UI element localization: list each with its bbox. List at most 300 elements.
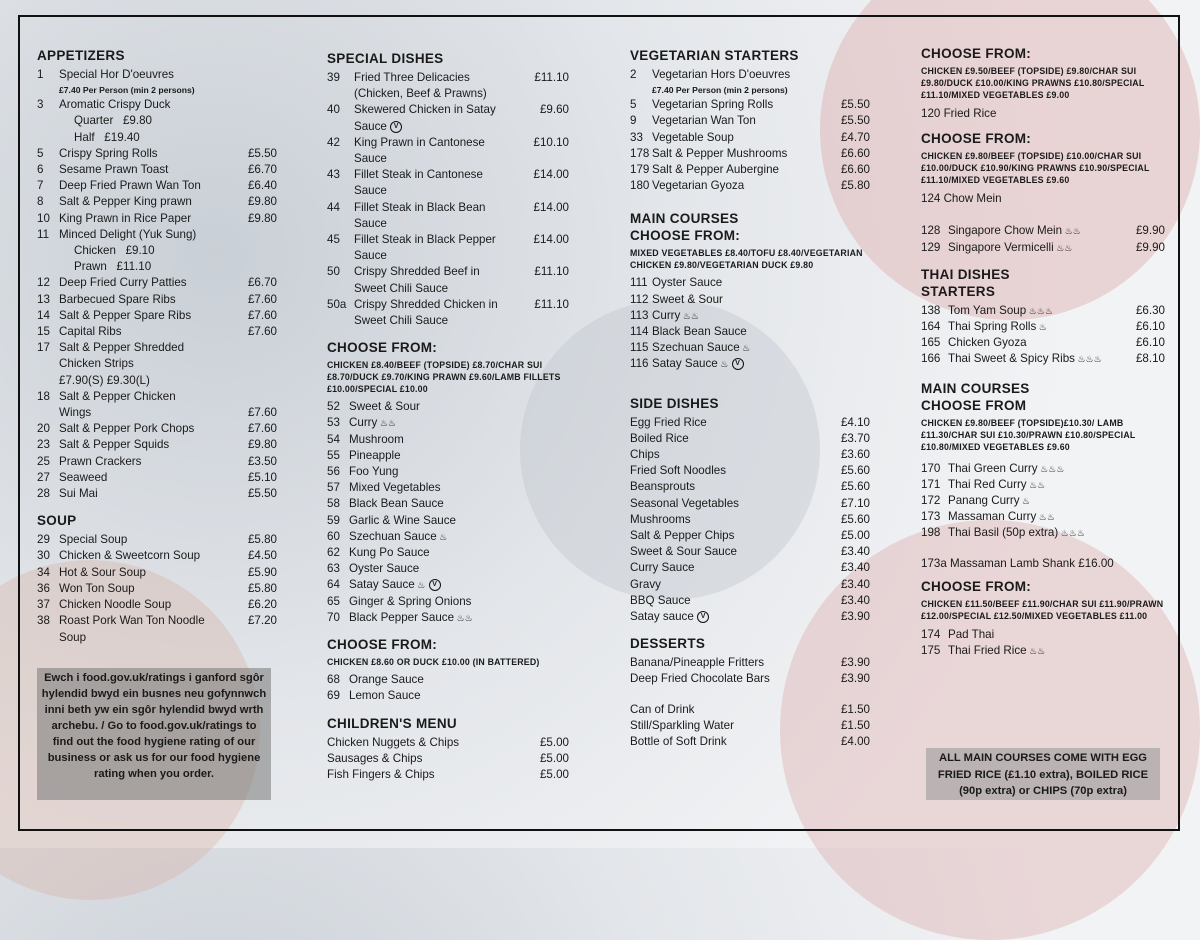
choose-from-prices: CHICKEN £11.50/BEEF £11.90/CHAR SUI £11.90/PRAWN £12.00/SPECIAL £12.50/MIXED VEGETABLES £11.00	[921, 598, 1164, 621]
list-item	[630, 292, 870, 308]
item-number: 18	[37, 389, 50, 403]
item-number: 198	[921, 526, 941, 540]
list-item	[630, 718, 870, 734]
item-name: Black Pepper Sauce ♨♨	[349, 610, 473, 624]
chili-icon: ♨♨	[680, 310, 699, 321]
item-price: £5.00	[539, 735, 569, 749]
main-courses-footnote: ALL MAIN COURSES COME WITH EGG FRIED RICE (£1.10 extra), BOILED RICE (90p extra) or CHIPS (70p extra)	[926, 748, 1160, 800]
item-number: 54	[327, 432, 340, 446]
list-item	[327, 594, 569, 610]
item-name: Skewered Chicken in Satay	[354, 103, 496, 117]
list-item	[327, 767, 569, 783]
section-title-main-courses: MAIN COURSES	[630, 211, 739, 227]
item-price: £9.90	[1135, 224, 1165, 238]
item-number: 138	[921, 303, 941, 317]
item-price: £5.90	[247, 565, 277, 579]
sub-item-name: Chicken	[74, 244, 116, 258]
list-item	[37, 340, 277, 356]
item-number	[327, 86, 354, 102]
list-item	[327, 480, 569, 496]
item-name: Salt & Pepper Spare Ribs	[59, 308, 192, 322]
item-price	[273, 227, 277, 243]
item-name: Szechuan Sauce ♨	[349, 529, 448, 543]
item-name: Sauce	[354, 216, 387, 230]
list-item	[327, 183, 569, 199]
list-item	[327, 513, 569, 529]
item-name: Special Soup	[59, 533, 128, 547]
list-item	[630, 431, 870, 447]
list-item	[630, 308, 870, 324]
item-price: £10.10	[533, 135, 569, 149]
item-name: Crispy Shredded Beef in	[354, 265, 480, 279]
list-item	[327, 167, 569, 183]
item-price	[273, 389, 277, 405]
list-item	[327, 688, 569, 704]
item-number: 10	[37, 211, 50, 225]
thai-curry-list	[921, 461, 1165, 542]
item-price: £9.60	[539, 103, 569, 117]
item-number: 68	[327, 673, 340, 687]
drinks-list	[630, 702, 870, 751]
list-item	[327, 751, 569, 767]
list-item	[37, 581, 277, 597]
item-number: 62	[327, 546, 340, 560]
item-name: Deep Fried Curry Patties	[59, 276, 187, 290]
item-price: £8.10	[1135, 352, 1165, 366]
list-item	[37, 162, 277, 178]
chili-icon: ♨	[717, 359, 729, 370]
item-price: £9.90	[1135, 240, 1165, 254]
item-number: 64	[327, 578, 340, 592]
list-item	[327, 432, 569, 448]
sub-item	[37, 130, 277, 146]
item-name: Thai Red Curry ♨♨	[948, 477, 1046, 491]
item-number: 111	[630, 276, 648, 290]
item-name: Vegetarian Hors D'oeuvres	[652, 68, 791, 81]
item-number: 30	[37, 549, 50, 563]
item-number	[37, 405, 59, 421]
item-name: BBQ Sauce	[630, 593, 691, 607]
item-name: Can of Drink	[630, 702, 695, 716]
item-name: Mixed Vegetables	[349, 481, 441, 495]
item-name: Mushroom	[349, 432, 404, 446]
item-name: Thai Green Curry ♨♨♨	[948, 461, 1065, 475]
item-name: Garlic & Wine Sauce	[349, 513, 456, 527]
chili-icon: ♨♨♨	[1074, 354, 1102, 365]
item-number: 113	[630, 308, 649, 322]
item-name: Soup	[59, 630, 87, 644]
chili-icon: ♨	[436, 531, 448, 542]
item-name: Tom Yam Soup ♨♨♨	[948, 303, 1053, 317]
item-name: Chicken Gyoza	[948, 336, 1027, 350]
list-item	[630, 479, 870, 495]
item-price: £5.80	[247, 533, 277, 547]
item-name: Mushrooms	[630, 512, 691, 526]
item-price: £4.50	[247, 549, 277, 563]
list-item	[327, 545, 569, 561]
column-2	[327, 50, 569, 783]
choose-from-prices: CHICKEN £9.80/BEEF (TOPSIDE) £10.00/CHAR SUI £10.00/DUCK £10.90/KING PRAWNS £10.90/SPECIAL £11.10/MIXED VEGETABLES £9.60	[921, 151, 1150, 186]
item-number: 129	[921, 240, 941, 254]
item-number	[327, 248, 354, 264]
item-price: £1.50	[840, 702, 870, 716]
item-price: £6.10	[1135, 336, 1165, 350]
item-price	[273, 67, 277, 83]
item-number: 69	[327, 689, 340, 703]
item-name: Sweet & Sour	[349, 400, 420, 414]
item-price: £3.50	[247, 454, 277, 468]
section-title-side-dishes: SIDE DISHES	[630, 395, 719, 411]
item-price: £5.00	[539, 751, 569, 765]
sub-item-price: £9.80	[122, 114, 152, 128]
vegetarian-icon: V	[390, 121, 402, 133]
item-price: £14.00	[533, 200, 569, 214]
item-number: 178	[630, 146, 650, 160]
veg-starters-list	[630, 67, 870, 194]
item-price	[866, 67, 870, 83]
chili-icon: ♨♨♨	[1026, 305, 1053, 316]
item-name: Crispy Shredded Chicken in	[354, 297, 498, 311]
choose-from-title: CHOOSE FROM:	[921, 46, 1032, 61]
list-item	[327, 264, 569, 280]
list-item	[630, 356, 870, 372]
item-name: Fried Three Delicacies	[354, 71, 470, 84]
section-title-children: CHILDREN'S MENU	[327, 715, 457, 731]
item-number: 44	[327, 200, 340, 214]
item-name: Barbecued Spare Ribs	[59, 292, 176, 306]
item-price: £7.60	[247, 292, 277, 306]
item-number: 42	[327, 135, 340, 149]
list-item	[921, 223, 1165, 239]
chili-icon: ♨	[1036, 322, 1047, 333]
item-price: £5.50	[247, 146, 277, 160]
list-item	[630, 671, 870, 687]
item-number	[327, 216, 354, 232]
choose-from-title: CHOOSE FROM:	[327, 340, 438, 356]
list-item	[921, 477, 1165, 493]
item-number: 34	[37, 565, 50, 579]
item-number: 112	[630, 292, 649, 306]
item-price: £5.00	[539, 767, 569, 781]
chili-icon: ♨	[739, 343, 751, 354]
list-item	[37, 211, 277, 227]
item-name: Deep Fried Chocolate Bars	[630, 672, 770, 686]
section-title-starters: STARTERS	[921, 283, 996, 299]
sub-item	[37, 113, 277, 129]
item-name: Curry ♨♨	[652, 308, 699, 322]
list-item	[37, 405, 277, 421]
list-item	[921, 351, 1165, 367]
list-item	[921, 335, 1165, 351]
list-item	[37, 146, 277, 162]
item-number	[327, 151, 354, 167]
item-name: Salt & Pepper Aubergine	[652, 163, 779, 177]
item-price: £7.60	[247, 308, 277, 322]
vegetarian-icon: V	[697, 611, 709, 623]
list-item	[327, 216, 569, 232]
item-number	[37, 373, 59, 389]
list-item	[630, 162, 870, 178]
item-name: Vegetarian Spring Rolls	[652, 98, 774, 112]
list-item	[630, 447, 870, 463]
section-title-thai-main: MAIN COURSES	[921, 380, 1030, 396]
item-name: Salt & Pepper King prawn	[59, 195, 192, 209]
item-name: Gravy	[630, 577, 661, 591]
item-number: 180	[630, 179, 650, 193]
item-number: 50	[327, 265, 340, 279]
item-name: Special Hor D'oeuvres	[59, 68, 174, 81]
list-item	[630, 609, 870, 625]
chili-icon: ♨♨	[1062, 226, 1081, 237]
item-name: Hot & Sour Soup	[59, 565, 147, 579]
list-item	[327, 200, 569, 216]
item-name: Bottle of Soft Drink	[630, 735, 727, 749]
item-price	[273, 356, 277, 372]
item-name: Oyster Sauce	[652, 276, 723, 290]
list-item	[37, 454, 277, 470]
item-price: £11.10	[534, 265, 569, 279]
choose-from-prices: CHICKEN £8.40/BEEF (TOPSIDE) £8.70/CHAR SUI £8.70/DUCK £9.70/KING PRAWN £9.60/LAMB FILLETS £10.00/SPECIAL £10.00	[327, 360, 561, 395]
item-price: £5.80	[247, 581, 277, 595]
item-price: £3.40	[840, 545, 870, 559]
item-name: Deep Fried Prawn Wan Ton	[59, 179, 201, 193]
sub-item-price: £19.40	[104, 130, 140, 144]
item-name: Aromatic Crispy Duck	[59, 98, 171, 112]
special-list	[327, 70, 569, 329]
item-price: £5.50	[247, 487, 277, 501]
item-name: King Prawn in Rice Paper	[59, 211, 192, 225]
item-price: £7.60	[247, 325, 277, 339]
item-price: £5.60	[840, 464, 870, 478]
item-number: 40	[327, 103, 340, 117]
item-name: Wings	[59, 406, 92, 420]
item-number: 128	[921, 224, 941, 238]
item-name: Singapore Vermicelli ♨♨	[948, 240, 1073, 254]
list-item	[921, 106, 1165, 122]
item-name: Salt & Pepper Squids	[59, 438, 170, 452]
pad-thai-list	[921, 627, 1165, 659]
column-4	[921, 45, 1165, 659]
choose-from-title: CHOOSE FROM:	[630, 228, 741, 244]
item-name: Pineapple	[349, 448, 401, 462]
item-price: £4.00	[840, 735, 870, 749]
item-name: Salt & Pepper Chips	[630, 529, 735, 543]
item-name: Vegetarian Wan Ton	[652, 114, 756, 128]
item-number	[327, 119, 354, 135]
item-number: 13	[37, 292, 50, 306]
item-name: Sauce	[354, 152, 387, 166]
list-item	[327, 672, 569, 688]
list-item	[630, 496, 870, 512]
list-item	[630, 113, 870, 129]
item-name: Szechuan Sauce ♨	[652, 341, 751, 355]
item-name: Oyster Sauce	[349, 562, 420, 576]
item-number: 114	[630, 325, 649, 339]
list-item	[630, 655, 870, 671]
chili-icon: ♨♨	[1026, 479, 1046, 490]
item-price: £6.70	[247, 163, 277, 177]
item-name: Chicken Strips	[59, 357, 134, 371]
list-item	[327, 281, 569, 297]
item-number: 36	[37, 581, 50, 595]
list-item	[327, 577, 569, 593]
item-price: £3.90	[840, 672, 870, 686]
item-price: £6.20	[247, 598, 277, 612]
list-item	[921, 643, 1165, 659]
chili-icon: ♨♨	[377, 418, 396, 429]
list-item	[630, 577, 870, 593]
item-price: £9.80	[247, 195, 277, 209]
item-number: 116	[630, 357, 649, 371]
list-item	[630, 528, 870, 544]
list-item	[327, 735, 569, 751]
item-price: £5.10	[247, 470, 277, 484]
sub-item-price: £9.10	[125, 244, 155, 258]
item-price	[565, 248, 569, 264]
item-number	[37, 356, 59, 372]
item-name: Won Ton Soup	[59, 581, 135, 595]
item-price: £5.50	[840, 98, 870, 112]
item-name: Lemon Sauce	[349, 689, 421, 703]
list-item	[37, 308, 277, 324]
item-name: Black Bean Sauce	[652, 325, 747, 339]
item-price	[273, 630, 277, 646]
choose-from-title: CHOOSE FROM	[921, 397, 1027, 413]
choose-from-prices: MIXED VEGETABLES £8.40/TOFU £8.40/VEGETARIAN CHICKEN £9.80/VEGETARIAN DUCK £9.80	[630, 248, 863, 271]
item-price	[273, 340, 277, 356]
item-name: Fish Fingers & Chips	[327, 767, 435, 781]
hygiene-notice: Ewch i food.gov.uk/ratings i ganford sgôr hylendid bwyd ein busnes neu gofynnwch inni beth yw ein sgôr hylendid bwyd wrth archebu. / Go to food.gov.uk/ratings to find out the food hygiene rating of our business or ask us for our food hygiene rating when you order.	[37, 668, 271, 800]
list-item	[921, 627, 1165, 643]
item-number: 43	[327, 168, 340, 182]
item-number: 170	[921, 461, 941, 475]
item-number: 20	[37, 422, 50, 436]
item-number: 65	[327, 594, 340, 608]
list-item	[921, 303, 1165, 319]
list-item	[37, 373, 277, 389]
chili-icon: ♨	[1019, 496, 1031, 507]
item-price: £5.80	[840, 179, 870, 193]
thai-starters-list	[921, 303, 1165, 368]
item-price: £7.10	[840, 496, 870, 510]
item-price: £5.50	[840, 114, 870, 128]
list-item	[921, 319, 1165, 335]
item-name: Fillet Steak in Black Bean	[354, 200, 486, 214]
list-item	[327, 70, 569, 86]
list-item	[327, 86, 569, 102]
item-number: 33	[630, 130, 643, 144]
item-name: £7.90(S) £9.30(L)	[59, 373, 150, 387]
list-item	[327, 448, 569, 464]
item-number: 12	[37, 276, 50, 290]
list-item	[37, 630, 277, 646]
item-number: 179	[630, 163, 650, 177]
item-name: Fried Soft Noodles	[630, 464, 727, 478]
item-name: Roast Pork Wan Ton Noodle	[59, 614, 205, 628]
item-number: 52	[327, 400, 340, 414]
list-item	[630, 463, 870, 479]
list-item	[37, 389, 277, 405]
item-price: £3.90	[840, 656, 870, 670]
chili-icon: ♨♨♨	[1037, 463, 1065, 474]
choose1-list	[327, 399, 569, 626]
sub-item-name: Prawn	[74, 260, 107, 274]
item-number: 37	[37, 598, 50, 612]
list-item	[630, 178, 870, 194]
list-item	[921, 461, 1165, 477]
list-item	[921, 556, 1165, 572]
item-name: Panang Curry ♨	[948, 494, 1031, 508]
item-number	[327, 281, 354, 297]
item-price	[565, 281, 569, 297]
list-item	[37, 275, 277, 291]
list-item	[37, 194, 277, 210]
sub-item-name: Quarter	[74, 114, 114, 128]
item-number: 115	[630, 341, 649, 355]
list-item	[37, 597, 277, 613]
chili-icon: ♨♨	[1053, 242, 1073, 253]
item-number: 25	[37, 454, 50, 468]
list-item	[37, 97, 277, 113]
item-number: 14	[37, 308, 50, 322]
singapore-list	[921, 223, 1165, 255]
list-item	[37, 227, 277, 243]
item-price: £6.60	[840, 163, 870, 177]
item-name: Massaman Curry ♨♨	[948, 510, 1055, 524]
item-number: 63	[327, 562, 340, 576]
chili-icon: ♨♨	[454, 612, 473, 623]
list-item	[37, 486, 277, 502]
item-name: Salt & Pepper Pork Chops	[59, 422, 195, 436]
item-name: Vegetable Soup	[652, 130, 734, 144]
item-name: Sausages & Chips	[327, 751, 423, 765]
section-title-special: SPECIAL DISHES	[327, 51, 444, 66]
item-number: 53	[327, 416, 340, 430]
item-price: £14.00	[533, 168, 569, 182]
item-name: Sauce	[354, 184, 387, 198]
list-item	[630, 146, 870, 162]
item-name: Satay Sauce ♨ V	[652, 356, 870, 372]
column-1	[37, 47, 277, 646]
item-name: Thai Fried Rice ♨♨	[948, 644, 1046, 658]
item-name: Curry ♨♨	[349, 416, 396, 430]
item-name: Still/Sparkling Water	[630, 718, 734, 732]
item-note: £7.40 Per Person (min 2 persons)	[59, 85, 195, 96]
list-item	[630, 340, 870, 356]
item-number: 175	[921, 644, 941, 658]
list-item	[630, 97, 870, 113]
item-number: 173	[921, 510, 941, 524]
item-number: 3	[37, 98, 44, 112]
soup-list	[37, 532, 277, 645]
item-price: £5.00	[840, 529, 870, 543]
item-price: £3.40	[840, 593, 870, 607]
item-price: £6.30	[1135, 303, 1165, 317]
item-number: 45	[327, 233, 340, 247]
list-item	[630, 67, 870, 83]
list-item	[630, 544, 870, 560]
item-name: Kung Po Sauce	[349, 546, 430, 560]
item-name: Satay Sauce ♨ V	[349, 577, 569, 593]
appetizers-list	[37, 67, 277, 502]
item-name: Sui Mai	[59, 487, 98, 501]
section-title-appetizers: APPETIZERS	[37, 48, 125, 63]
list-item	[37, 613, 277, 629]
item-name: Singapore Chow Mein ♨♨	[948, 224, 1081, 238]
vegetarian-icon: V	[429, 579, 441, 591]
side-dishes-list	[630, 415, 870, 626]
item-name: Sweet & Sour	[652, 292, 723, 306]
